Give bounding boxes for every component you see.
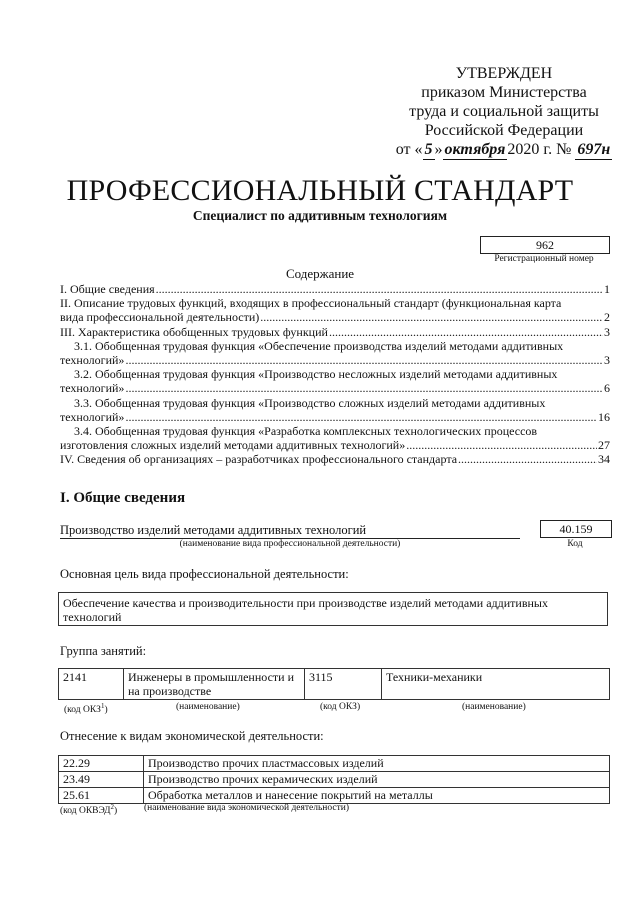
table-of-contents	[60, 282, 610, 467]
okz-name-cell: Инженеры в промышленности и на производстве	[124, 669, 305, 700]
table-row: 22.29 Производство прочих пластмассовых изделий	[59, 756, 610, 772]
approval-line2: приказом Министерства	[421, 84, 587, 101]
toc-item-line[interactable]: 3.2. Обобщенная трудовая функция «Производство несложных изделий методами аддитивных	[74, 367, 558, 382]
handwritten-day: 5	[424, 141, 433, 158]
document-title: ПРОФЕССИОНАЛЬНЫЙ СТАНДАРТ	[66, 174, 574, 207]
activity-code-box: 40.159	[540, 520, 612, 538]
registration-number-box: 962	[480, 236, 610, 254]
toc-item[interactable]: технологий» ..... 16	[60, 410, 610, 424]
okz-name-caption: (наименование)	[176, 702, 240, 712]
handwritten-month: октября	[444, 141, 506, 158]
toc-item[interactable]: III. Характеристика обобщенных трудовых функций ..... 3	[60, 325, 610, 339]
approval-line1: УТВЕРЖДЕН	[455, 65, 553, 82]
approval-date-line: от « 5 » октября 2020 г. № 697н	[395, 141, 611, 158]
approval-block	[384, 64, 624, 160]
okz-code-caption: (код ОКЗ$^1$)	[64, 702, 108, 716]
econ-activity-table	[58, 755, 610, 804]
activity-name: Производство изделий методами аддитивных технологий	[60, 523, 520, 539]
section-heading: I. Общие сведения	[60, 490, 186, 506]
table-row: 25.61 Обработка металлов и нанесение покрытий на металлы	[59, 788, 610, 804]
okz-code-caption: (код ОКЗ)	[320, 702, 361, 712]
toc-item[interactable]: технологий» ..... 3	[60, 353, 610, 367]
toc-item-line[interactable]: 3.4. Обобщенная трудовая функция «Разработка комплексных технологических процессов	[74, 424, 538, 439]
goal-label: Основная цель вида профессиональной деятельности:	[60, 567, 349, 581]
occupation-group-table	[58, 668, 610, 700]
econ-label: Отнесение к видам экономической деятельности:	[60, 729, 324, 743]
approval-line4: Российской Федерации	[424, 122, 584, 139]
group-label: Группа занятий:	[60, 644, 147, 658]
okz-name-cell: Техники-механики	[382, 669, 610, 700]
toc-item[interactable]: изготовления сложных изделий методами аддитивных технологий» ..... 27	[60, 438, 610, 452]
toc-item-line[interactable]: 3.1. Обобщенная трудовая функция «Обеспечение производства изделий методами аддитивных	[74, 338, 564, 353]
okz-code-cell: 3115	[305, 669, 382, 700]
activity-code-caption: Код	[567, 539, 583, 549]
toc-item[interactable]: технологий» ..... 6	[60, 381, 610, 395]
toc-item-line[interactable]: II. Описание трудовых функций, входящих в профессиональный стандарт (функциональная карта	[60, 296, 562, 311]
handwritten-number: 697н	[577, 141, 611, 158]
okved-code-caption: (код ОКВЭД$^2$)	[60, 803, 118, 817]
toc-heading: Содержание	[285, 266, 355, 281]
toc-item[interactable]: вида профессиональной деятельности) ..... 2	[60, 310, 610, 324]
registration-number-label: Регистрационный номер	[494, 254, 594, 264]
approval-line3: труда и социальной защиты	[409, 103, 599, 120]
toc-item-line[interactable]: 3.3. Обобщенная трудовая функция «Производство сложных изделий методами аддитивных	[74, 395, 546, 410]
goal-box: Обеспечение качества и производительности при производстве изделий методами аддитивных технологий	[58, 592, 608, 626]
toc-item[interactable]: IV. Сведения об организациях – разработчиках профессионального стандарта ..... 34	[60, 452, 610, 466]
okved-name-caption: (наименование вида экономической деятельности)	[144, 803, 349, 813]
table-row: 23.49 Производство прочих керамических изделий	[59, 772, 610, 788]
okz-code-cell: 2141	[59, 669, 124, 700]
toc-item[interactable]: I. Общие сведения ..... 1	[60, 282, 610, 296]
document-subtitle: Специалист по аддитивным технологиям	[192, 208, 448, 223]
okz-name-caption: (наименование)	[462, 702, 526, 712]
activity-name-caption: (наименование вида профессиональной деятельности)	[179, 539, 401, 549]
